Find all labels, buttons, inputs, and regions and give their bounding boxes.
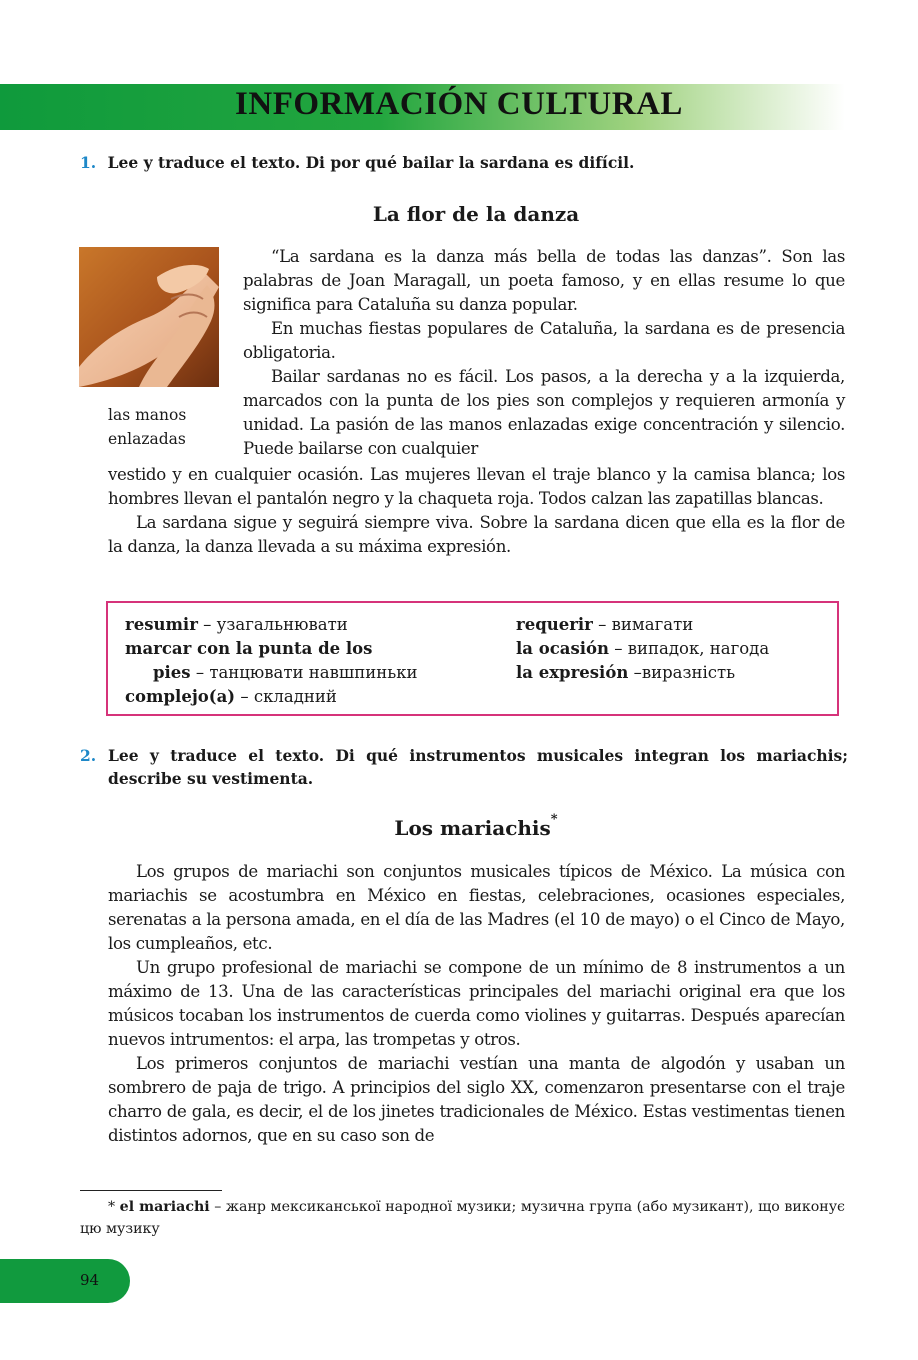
vocab-entry: la expresión –виразність (516, 663, 736, 682)
vocab-column-2 (516, 613, 836, 685)
footnote: * el mariachi – жанр мексиканської народної музики; музична група (або музикант), що виконує цю музику (80, 1199, 845, 1237)
vocab-entry: complejo(a) – складний (125, 687, 337, 706)
vocab-column-1 (125, 613, 505, 709)
vocab-entry: resumir – узагальнювати (125, 615, 348, 634)
page-number-tab (0, 1259, 130, 1303)
task-2-number: 2. (80, 746, 97, 765)
footnote-mark: * (550, 812, 558, 828)
text-2-title: Los mariachis (394, 816, 551, 840)
text-1-paragraph-3: Bailar sardanas no es fácil. Los pasos, a la derecha y a la izquierda, marcados con la punta de los pies son complejos y requieren armonía y unidad. La pasión de las manos enlazadas exige concentración y silencio. Puede bailarse con cualquier (243, 367, 845, 458)
task-1 (80, 151, 848, 174)
vocab-entry: marcar con la punta de los (125, 639, 373, 658)
vocab-entry: requerir – вимагати (516, 615, 694, 634)
caption-line-1: las manos (108, 406, 187, 424)
text-1-full (108, 463, 845, 559)
text-1-title: La flor de la danza (372, 202, 580, 226)
page-number: 94 (80, 1271, 100, 1289)
task-2-text: Lee y traduce el texto. Di qué instrumentos musicales integran los mariachis; describe su vestimenta. (108, 746, 848, 788)
text-2-paragraph-1: Los grupos de mariachi son conjuntos musicales típicos de México. La música con mariachis se acostumbra en México en fiestas, celebraciones, ocasiones especiales, serenatas a la persona amada, en el día de las Madres (el 10 de mayo) o el Cinco de Mayo, los cumpleaños, etc. (108, 862, 845, 953)
page-title: INFORMACIÓN CULTURAL (235, 86, 683, 122)
vocab-entry: pies – танцювати навшпиньки (153, 663, 418, 682)
text-2-title-wrap (0, 812, 918, 840)
vocabulary-box (106, 601, 839, 716)
clasped-hands-photo (79, 247, 219, 387)
text-1-paragraph-2: En muchas fiestas populares de Cataluña, la sardana es de presencia obligatoria. (243, 319, 845, 362)
text-2-paragraph-3: Los primeros conjuntos de mariachi vestían una manta de algodón y usaban un sombrero de paja de trigo. A principios del siglo XX, comenzaron presentarse con el traje charro de gala, es decir, el de los jinetes tradicionales de México. Estas vestimentas tienen distintos adornos, que en su caso son de (108, 1054, 845, 1145)
task-1-number: 1. (80, 153, 97, 172)
footnote-term: el mariachi (119, 1199, 210, 1215)
text-2-body (108, 860, 845, 1148)
footnote-divider (80, 1190, 222, 1191)
footnote-text: – жанр мексиканської народної музики; музична група (або музикант), що виконує цю музику (80, 1199, 845, 1237)
text-1-paragraph-1: “La sardana es la danza más bella de todas las danzas”. Son las palabras de Joan Maragall, un poeta famoso, y en ellas resume lo que significa para Cataluña su danza popular. (243, 247, 845, 314)
text-1-paragraph-3-cont: vestido y en cualquier ocasión. Las mujeres llevan el traje blanco y la camisa blanca; los hombres llevan el pantalón negro y la chaqueta roja. Todos calzan las zapatillas blancas. (108, 465, 845, 508)
text-1-paragraph-4: La sardana sigue y seguirá siempre viva. Sobre la sardana dicen que ella es la flor de la danza, la danza llevada a su máxima expresión. (108, 513, 845, 556)
text-1-wrapped (243, 245, 845, 461)
caption-line-2: enlazadas (108, 430, 186, 448)
vocab-entry: la ocasión – випадок, нагода (516, 639, 770, 658)
task-1-text: Lee y traduce el texto. Di por qué bailar la sardana es difícil. (107, 153, 635, 172)
text-2-paragraph-2: Un grupo profesional de mariachi se compone de un mínimo de 8 instrumentos a un máximo de 13. Una de las características principales del mariachi original era que los músicos tocaban los instrumentos de cuerda como violines y guitarras. Después aparecían nuevos intrumentos: el arpa, las trompetas y otros. (108, 958, 845, 1049)
task-2 (80, 744, 848, 790)
photo-caption (108, 403, 228, 451)
